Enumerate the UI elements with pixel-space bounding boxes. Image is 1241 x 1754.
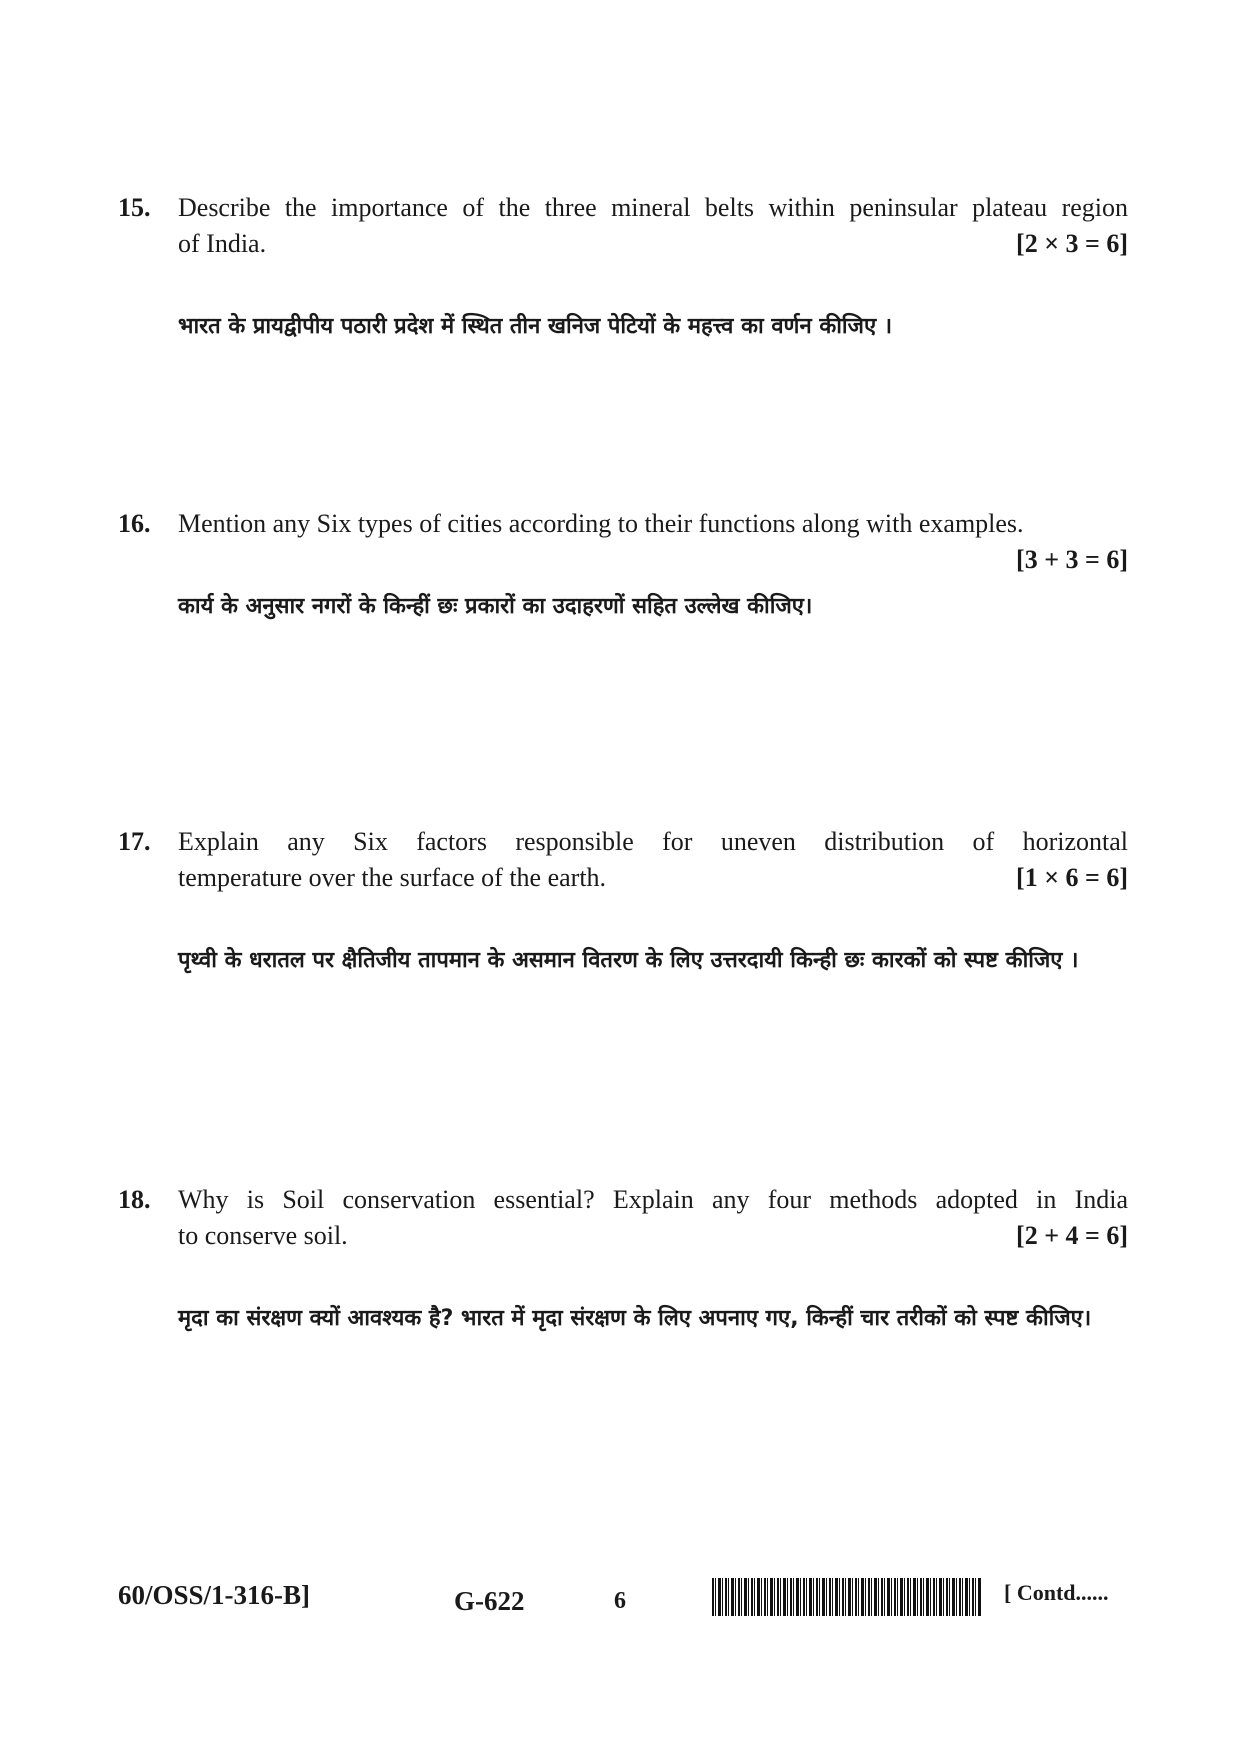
question-hindi-text: भारत के प्रायद्वीपीय पठारी प्रदेश में स्थित तीन खनिज पेटियों के महत्त्व का वर्णन कीजिए । bbox=[178, 314, 893, 339]
question-text-continued: of India. bbox=[178, 229, 267, 258]
barcode-image bbox=[712, 1578, 982, 1616]
question-hindi-text: कार्य के अनुसार नगरों के किन्हीं छः प्रकारों का उदाहरणों सहित उल्लेख कीजिए। bbox=[178, 594, 813, 619]
question-number: 17. bbox=[118, 827, 151, 856]
question-hindi-text: मृदा का संरक्षण क्यों आवश्यक है? भारत में मृदा संरक्षण के लिए अपनाए गए, किन्हीं चार तरीकों को स्पष्ट कीजिए। bbox=[178, 1306, 1092, 1331]
marks-label: [2 + 4 = 6] bbox=[1016, 1221, 1128, 1250]
page-footer bbox=[0, 1574, 1241, 1624]
series-code: G-622 bbox=[454, 1586, 525, 1616]
question-number: 18. bbox=[118, 1185, 151, 1214]
question-text: Why is Soil conservation essential? Explain any four methods adopted in India bbox=[178, 1185, 1128, 1214]
paper-code: 60/OSS/1-316-B] bbox=[118, 1580, 311, 1610]
question-number: 16. bbox=[118, 509, 151, 538]
question-17 bbox=[118, 824, 1128, 980]
question-text-continued: to conserve soil. bbox=[178, 1221, 348, 1250]
question-16 bbox=[118, 506, 1128, 626]
question-hindi-text: पृथ्वी के धरातल पर क्षैतिजीय तापमान के असमान वितरण के लिए उत्तरदायी किन्ही छः कारकों को स्पष्ट कीजिए । bbox=[178, 948, 1079, 973]
question-text: Describe the importance of the three mineral belts within peninsular plateau region bbox=[178, 193, 1128, 222]
question-number: 15. bbox=[118, 193, 151, 222]
question-text: Mention any Six types of cities according to their functions along with examples. bbox=[178, 509, 1024, 538]
marks-label: [1 × 6 = 6] bbox=[1016, 863, 1128, 892]
question-text-continued: temperature over the surface of the earth. bbox=[178, 863, 607, 892]
continued-label: [ Contd...... bbox=[1004, 1580, 1109, 1605]
marks-label: [3 + 3 = 6] bbox=[1016, 545, 1128, 574]
question-18 bbox=[118, 1182, 1128, 1338]
page-number: 6 bbox=[614, 1588, 626, 1614]
marks-label: [2 × 3 = 6] bbox=[1016, 229, 1128, 258]
question-15 bbox=[118, 190, 1128, 346]
question-text: Explain any Six factors responsible for uneven distribution of horizontal bbox=[178, 827, 1128, 856]
